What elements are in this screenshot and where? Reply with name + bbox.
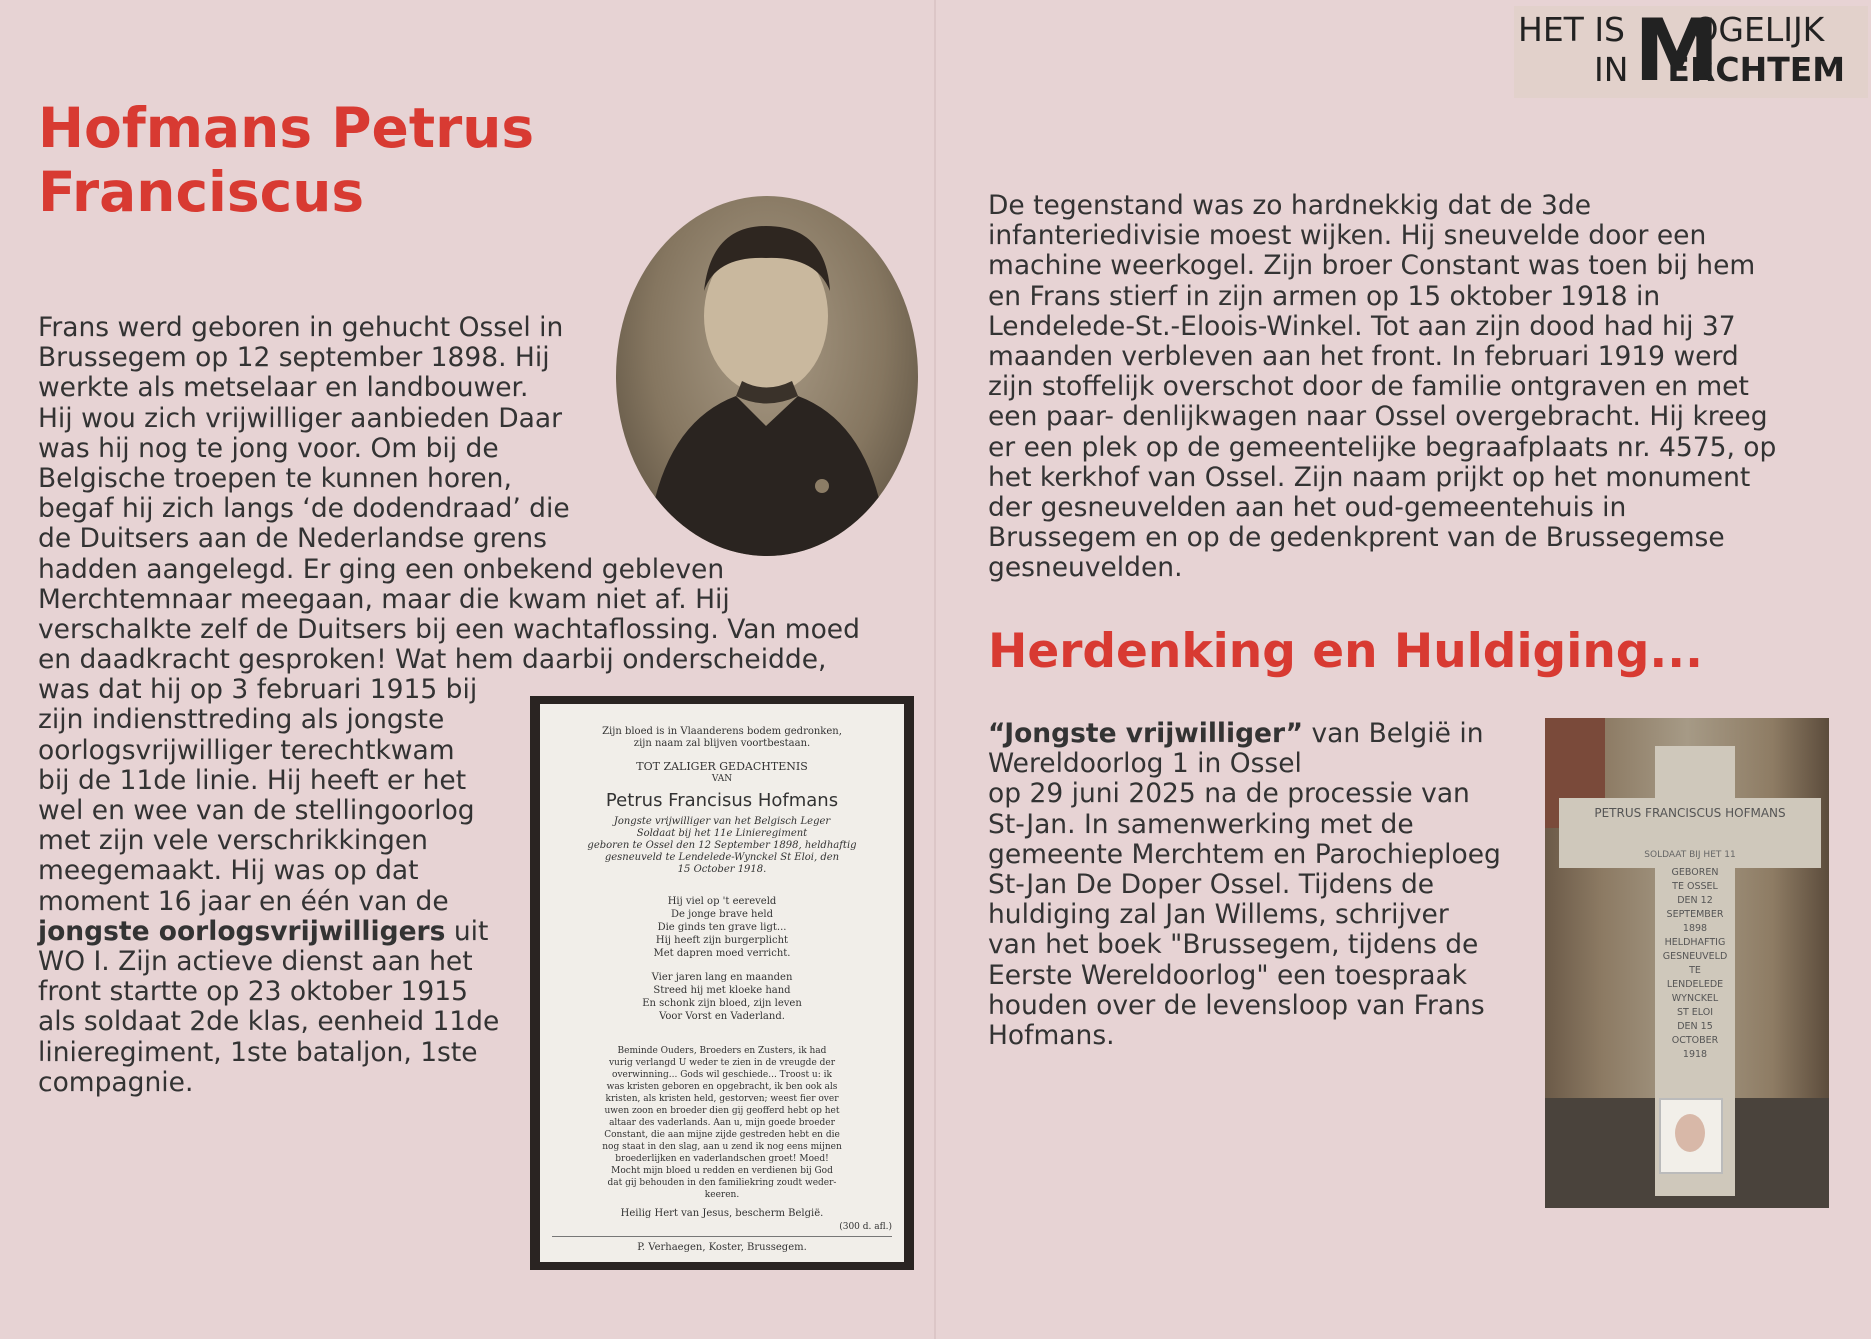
text-line: houden over de levensloop van Frans	[988, 989, 1485, 1021]
text-line: huldiging zal Jan Willems, schrijver	[988, 899, 1449, 931]
logo-big-m: M	[1634, 1, 1720, 101]
card-poem-line: Die ginds ten grave ligt...	[657, 922, 787, 933]
section-heading: Herdenking en Huldiging...	[988, 624, 1703, 679]
cross-line: OCTOBER	[1671, 1035, 1719, 1046]
card-prayer-line: vurig verlangd U weder te zien in de vreugde der	[608, 1058, 836, 1068]
text-line: er een plek op de gemeentelijke begraafplaats nr. 4575, op	[988, 431, 1777, 463]
continuation-text	[988, 191, 1776, 583]
card-top-line: Zijn bloed is in Vlaanderens bodem gedronken,	[602, 726, 842, 737]
card-sub: 15 October 1918.	[677, 864, 767, 875]
memorial-photo-frame	[1659, 1098, 1723, 1174]
text-line: de Duitsers aan de Nederlandse grens	[38, 523, 547, 555]
text-line: was hij nog te jong voor. Om bij de	[38, 432, 499, 464]
card-sub: geboren te Ossel den 12 September 1898, heldhaftig	[587, 840, 857, 851]
text-line: met zijn vele verschrikkingen	[38, 825, 428, 857]
bold-phrase: jongste oorlogsvrijwilligers	[38, 915, 446, 947]
card-poem-line: Hij viel op 't eereveld	[667, 896, 777, 907]
memorial-card	[530, 696, 914, 1270]
text-line: zijn stoffelijk overschot door de familie ontgraven en met	[988, 371, 1749, 403]
text-line: bij de 11de linie. Hij heeft er het	[38, 764, 467, 796]
card-prayer-line: keeren.	[704, 1190, 740, 1200]
card-prayer-line: uwen zoon en broeder dien gij geofferd hebt op het	[604, 1106, 840, 1116]
text-line: Merchtemnaar meegaan, maar die kwam niet af. Hij	[38, 583, 730, 615]
cross-line: WYNCKEL	[1671, 993, 1719, 1004]
text-line: maanden verbleven aan het front. In februari 1919 werd	[988, 340, 1739, 372]
text-line: Eerste Wereldoorlog" een toespraak	[988, 959, 1468, 991]
card-poem-line: Vier jaren lang en maanden	[651, 972, 793, 983]
text-line: De tegenstand was zo hardnekkig dat de 3de	[988, 190, 1592, 221]
text-line: werkte als metselaar en landbouwer.	[38, 372, 529, 404]
card-closing-note: (300 d. afl.)	[839, 1222, 892, 1232]
title-line: Hofmans Petrus	[38, 96, 535, 160]
card-divider	[552, 1236, 892, 1237]
card-prayer-line: overwinning... Gods wil geschiede... Troost u: ik	[612, 1070, 832, 1080]
card-sub: Soldaat bij het 11e Linieregiment	[636, 828, 808, 839]
commemoration-text	[988, 719, 1501, 1051]
text-line: meegemaakt. Hij was op dat	[38, 855, 419, 887]
card-poem-line: Voor Vorst en Vaderland.	[659, 1011, 785, 1022]
text-line: linieregiment, 1ste bataljon, 1ste	[38, 1036, 478, 1068]
text-line: jongste oorlogsvrijwilligers uit	[38, 915, 489, 947]
text-line: der gesneuvelden aan het oud-gemeentehuis in	[988, 491, 1627, 523]
text-line: compagnie.	[38, 1066, 194, 1098]
card-sub: Jongste vrijwilliger van het Belgisch Leger	[613, 816, 831, 827]
text-line: Hofmans.	[988, 1019, 1115, 1051]
text-line: verschalkte zelf de Duitsers bij een wachtaflossing. Van moed	[38, 613, 860, 645]
text-line: en daadkracht gesproken! Wat hem daarbij onderscheidde,	[38, 644, 827, 676]
memorial-photo	[1675, 1114, 1705, 1152]
card-poem-line: De jonge brave held	[670, 909, 774, 920]
card-printer: P. Verhaegen, Koster, Brussegem.	[637, 1242, 807, 1253]
text-line: gemeente Merchtem en Parochieploeg	[988, 838, 1501, 870]
text-line: moment 16 jaar en één van de	[38, 885, 449, 917]
text-line: machine weerkogel. Zijn broer Constant was toen bij hem	[988, 250, 1756, 282]
logo-line1: HET IS OGELIJK	[1518, 10, 1825, 49]
text-line: was dat hij op 3 februari 1915 bij	[38, 674, 478, 706]
cross-line: HELDHAFTIG	[1664, 937, 1726, 948]
bold-phrase: “Jongste vrijwilliger”	[988, 718, 1304, 749]
text-line: St-Jan. In samenwerking met de	[988, 808, 1414, 840]
cross-line: DEN 12	[1677, 895, 1713, 906]
text-line: WO I. Zijn actieve dienst aan het	[38, 945, 473, 977]
text-line: Brussegem en op de gedenkprent van de Brussegemse	[988, 522, 1725, 554]
cross-inscription: SOLDAAT BIJ HET 11	[1644, 850, 1736, 860]
card-closing: Heilig Hert van Jesus, bescherm België.	[620, 1208, 824, 1219]
text-line: hadden aangelegd. Er ging een onbekend gebleven	[38, 553, 725, 585]
text-line: op 29 juni 2025 na de processie van	[988, 778, 1470, 810]
cross-line: TE OSSEL	[1672, 881, 1718, 892]
text-line: gesneuvelden.	[988, 552, 1183, 584]
merchtem-logo	[1514, 1, 1868, 101]
card-prayer-line: altaar des vaderlands. Aan u, mijn goede broeder	[609, 1118, 835, 1128]
card-sub: gesneuveld te Lendelede-Wynckel St Eloi, den	[604, 852, 840, 863]
cross-line: 1918	[1682, 1049, 1708, 1060]
title-line: Franciscus	[38, 160, 365, 224]
text-line: Wereldoorlog 1 in Ossel	[988, 748, 1302, 780]
text-line: Belgische troepen te kunnen horen,	[38, 462, 512, 494]
text-line: Hij wou zich vrijwilliger aanbieden Daar	[38, 402, 562, 434]
card-prayer-line: Beminde Ouders, Broeders en Zusters, ik had	[617, 1046, 827, 1056]
cross-line: SEPTEMBER	[1666, 909, 1724, 920]
text-line: het kerkhof van Ossel. Zijn naam prijkt op het monument	[988, 461, 1751, 493]
text-line: Lendelede-St.-Eloois-Winkel. Tot aan zijn dood had hij 37	[988, 310, 1736, 342]
card-top-line: zijn naam zal blijven voortbestaan.	[633, 738, 811, 749]
cross-inscription-column	[1655, 866, 1735, 1062]
cross-line: LENDELEDE	[1666, 979, 1724, 990]
text-line: front startte op 23 oktober 1915	[38, 976, 468, 1008]
card-prayer-line: was kristen geboren en opgebracht, ik ben ook als	[606, 1082, 838, 1092]
card-prayer-line: dat gij behouden in den familiekring zoudt weder-	[607, 1178, 837, 1188]
cross-line: GESNEUVELD	[1662, 951, 1728, 962]
text-line: en Frans stierf in zijn armen op 15 oktober 1918 in	[988, 280, 1661, 312]
text-line: oorlogsvrijwilliger terechtkwam	[38, 734, 455, 766]
card-prayer-line: broederlijken en vaderlandschen groet! Moed!	[615, 1154, 829, 1164]
card-memoriam: TOT ZALIGER GEDACHTENIS	[636, 760, 808, 773]
text-line: zijn indiensttreding als jongste	[38, 704, 445, 736]
cross-line: TE	[1689, 965, 1701, 976]
text-line: infanteriedivisie moest wijken. Hij sneuvelde door een	[988, 220, 1707, 252]
card-prayer-line: nog staat in den slag, aan u zend ik nog eens mijnen	[602, 1142, 842, 1152]
grave-cross-photo	[1545, 718, 1829, 1208]
card-poem-line: En schonk zijn bloed, zijn leven	[642, 998, 802, 1009]
text-line: wel en wee van de stellingoorlog	[38, 795, 475, 826]
card-prayer-line: Mocht mijn bloed u redden en verdienen bij God	[611, 1166, 833, 1176]
card-name: Petrus Francisus Hofmans	[605, 790, 839, 811]
text-line: “Jongste vrijwilliger” van België in	[988, 718, 1484, 749]
card-prayer-line: Constant, die aan mijne zijde gestreden hebt en die	[604, 1130, 840, 1140]
text-line: begaf hij zich langs ‘de dodendraad’ die	[38, 493, 570, 525]
text-line: Brussegem op 12 september 1898. Hij	[38, 342, 550, 374]
logo-line2: IN ERCHTEM	[1594, 50, 1846, 89]
text-line: als soldaat 2de klas, eenheid 11de	[38, 1006, 500, 1038]
card-van: VAN	[711, 774, 733, 784]
card-poem-line: Met dapren moed verricht.	[653, 948, 791, 959]
cross-inscription-name: PETRUS FRANCISCUS HOFMANS	[1594, 806, 1786, 820]
text-line: een paar- denlijkwagen naar Ossel overgebracht. Hij kreeg	[988, 401, 1768, 433]
card-poem-line: Hij heeft zijn burgerplicht	[655, 935, 789, 946]
cross-line: 1898	[1682, 923, 1708, 934]
text-line: van het boek "Brussegem, tijdens de	[988, 929, 1479, 961]
memorial-card-paper	[540, 704, 904, 1262]
card-poem-line: Streed hij met kloeke hand	[653, 985, 791, 996]
text-line: Frans werd geboren in gehucht Ossel in	[38, 312, 564, 343]
page-title	[38, 96, 638, 224]
text-line: St-Jan De Doper Ossel. Tijdens de	[988, 868, 1435, 900]
cross-line: ST ELOI	[1676, 1007, 1714, 1018]
cross-line: GEBOREN	[1671, 867, 1719, 878]
page-fold	[934, 0, 936, 1339]
cross-line: DEN 15	[1677, 1021, 1713, 1032]
card-prayer-line: kristen, als kristen held, gestorven; weest fier over	[605, 1094, 839, 1104]
